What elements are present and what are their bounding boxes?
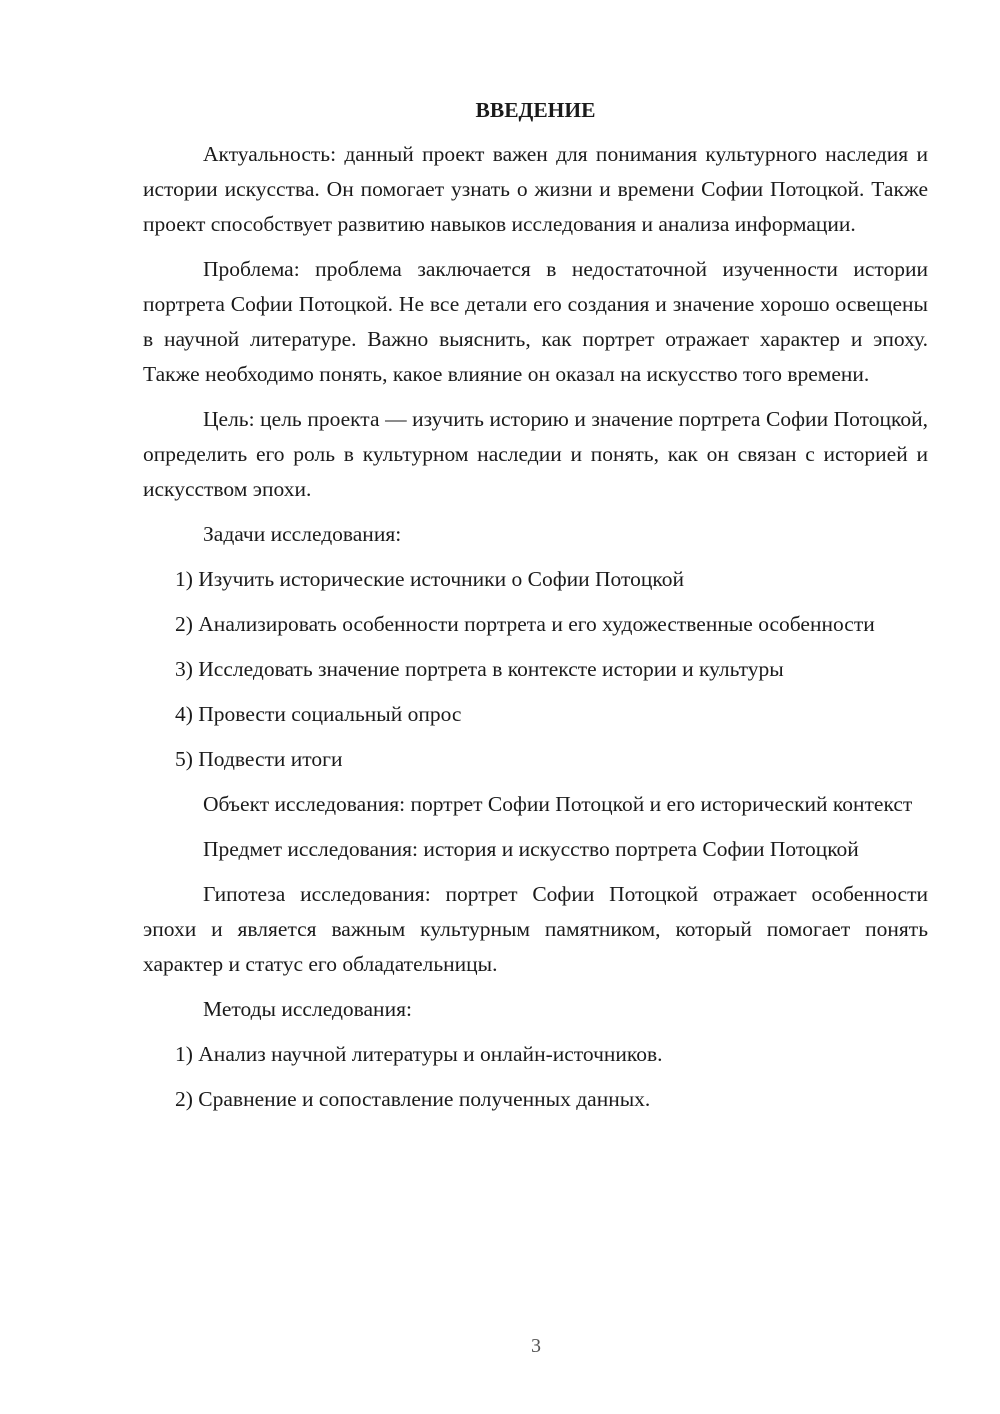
section-title: ВВЕДЕНИЕ: [475, 98, 596, 122]
problem-paragraph: Проблема: проблема заключается в недостаточной изученности истории портрета Софии Потоцкой. Не все детали его создания и значение хорошо освещены в научной литературе. Важно выяснить, как портрет отражает характер и эпоху. Также необходимо понять, какое влияние он оказал на искусство того времени.: [143, 257, 928, 386]
document-page: [143, 95, 928, 1127]
task-item: 3) Исследовать значение портрета в контексте истории и культуры: [175, 657, 784, 681]
method-item: 2) Сравнение и сопоставление полученных данных.: [175, 1087, 651, 1111]
object-paragraph: Объект исследования: портрет Софии Потоцкой и его исторический контекст: [203, 792, 913, 816]
task-item: 5) Подвести итоги: [175, 747, 343, 771]
methods-heading: Методы исследования:: [203, 997, 412, 1021]
task-item: 4) Провести социальный опрос: [175, 702, 462, 726]
page-number: 3: [531, 1335, 541, 1357]
relevance-paragraph: Актуальность: данный проект важен для понимания культурного наследия и истории искусства. Он помогает узнать о жизни и времени Софии Потоцкой. Также проект способствует развитию навыков исследования и анализа информации.: [143, 142, 928, 236]
tasks-heading: Задачи исследования:: [203, 522, 402, 546]
hypothesis-paragraph: Гипотеза исследования: портрет Софии Потоцкой отражает особенности эпохи и является важным культурным памятником, который помогает понять характер и статус его обладательницы.: [143, 882, 928, 976]
goal-paragraph: Цель: цель проекта — изучить историю и значение портрета Софии Потоцкой, определить его роль в культурном наследии и понять, как он связан с историей и искусством эпохи.: [143, 407, 928, 501]
method-item: 1) Анализ научной литературы и онлайн-источников.: [175, 1042, 663, 1066]
subject-paragraph: Предмет исследования: история и искусство портрета Софии Потоцкой: [203, 837, 859, 861]
task-item: 1) Изучить исторические источники о Софии Потоцкой: [175, 567, 684, 591]
task-item: 2) Анализировать особенности портрета и его художественные особенности: [175, 612, 875, 636]
